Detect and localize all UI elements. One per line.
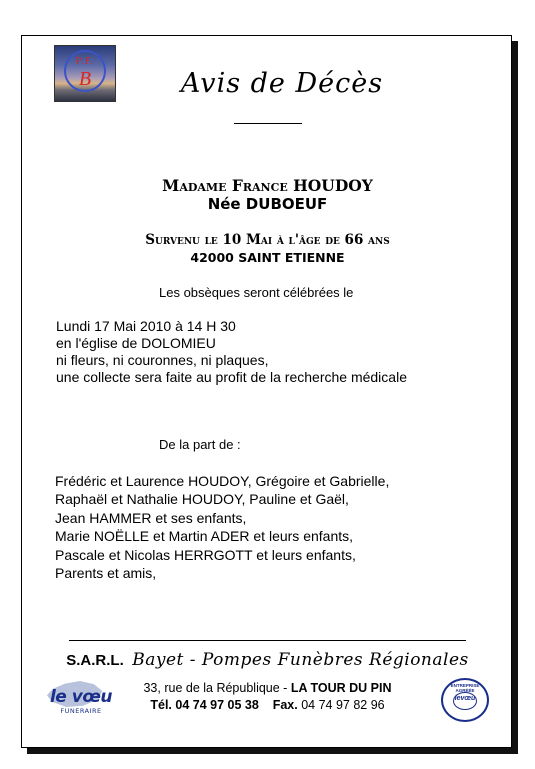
company-address xyxy=(22,681,513,695)
logo-text-top: P.F. xyxy=(75,56,95,67)
footer-divider xyxy=(69,640,466,641)
logo-left-main: le vœu xyxy=(49,687,113,707)
logo-text-bottom: B xyxy=(78,68,92,90)
family-line: Parents et amis, xyxy=(55,565,157,582)
address-street: 33, rue de la République - xyxy=(143,681,291,695)
maiden-name: Née DUBOEUF xyxy=(207,195,328,213)
deceased-city: 42000 SAINT ETIENNE xyxy=(190,250,345,265)
company-prefix: S.A.R.L. xyxy=(66,652,124,669)
family-line: Frédéric et Laurence HOUDOY, Grégoire et Gabrielle, xyxy=(55,473,390,489)
funeral-home-logo xyxy=(54,45,116,102)
ceremony-intro: Les obsèques seront célébrées le xyxy=(159,285,354,300)
company-contact xyxy=(22,698,513,712)
title-divider xyxy=(234,123,302,124)
deceased-name: Madame France HOUDOY xyxy=(162,176,373,195)
page-title: Avis de Décès xyxy=(180,68,384,99)
company-name xyxy=(22,650,513,670)
family-line: Jean HAMMER et ses enfants, xyxy=(55,509,247,526)
family-list xyxy=(55,472,389,582)
family-intro: De la part de : xyxy=(159,437,241,452)
tel-number: 04 74 97 05 38 xyxy=(175,698,259,712)
fax-number: 04 74 97 82 96 xyxy=(301,698,385,712)
ceremony-line: en l'église de DOLOMIEU xyxy=(56,335,216,351)
company-script-name: Bayet - Pompes Funèbres Régionales xyxy=(132,650,469,670)
family-line: Marie NOËLLE et Martin ADER et leurs enfants, xyxy=(55,528,354,545)
ceremony-line: ni fleurs, ni couronnes, ni plaques, xyxy=(56,352,269,368)
address-city: LA TOUR DU PIN xyxy=(290,681,392,695)
entreprise-agreee-logo xyxy=(441,678,489,722)
logo-right-ring: ENTREPRISE AGRÉÉE xyxy=(450,683,480,693)
death-info: Survenu le 10 Mai à l'âge de 66 ans xyxy=(145,232,390,248)
logo-right-mid: levœu xyxy=(454,695,476,702)
ceremony-line: Lundi 17 Mai 2010 à 14 H 30 xyxy=(56,318,236,334)
family-line: Raphaël et Nathalie HOUDOY, Pauline et Gaël, xyxy=(55,491,349,508)
logo-left-sub: FUNERAIRE xyxy=(60,707,102,715)
ceremony-details xyxy=(56,318,407,386)
death-notice-card xyxy=(21,35,512,748)
fax-label: Fax. xyxy=(272,698,298,712)
family-line: Pascale et Nicolas HERRGOTT et leurs enfants, xyxy=(55,546,356,563)
ceremony-line: une collecte sera faite au profit de la recherche médicale xyxy=(56,369,407,385)
tel-label: Tél. xyxy=(150,698,172,712)
